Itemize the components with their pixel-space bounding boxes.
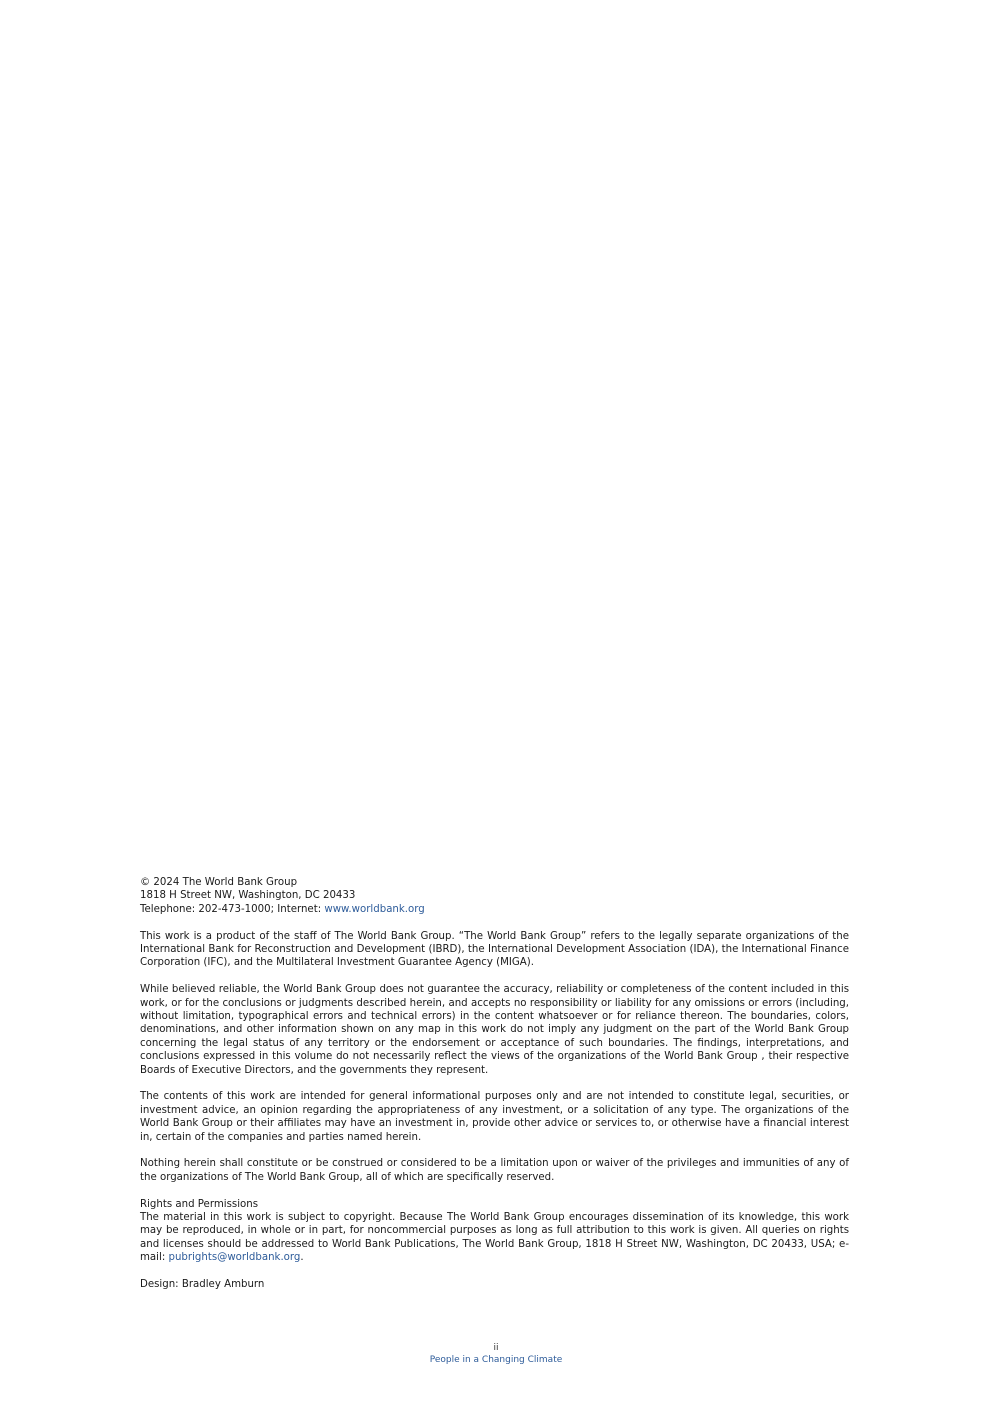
rights-body: The material in this work is subject to copyright. Because The World Bank Group encourages dissemination of its knowledge, this work may be reproduced, in whole or in part, for noncommercial purposes as long as full attribution to this work is given. All queries on rights and licenses should be addressed to World Bank Publications, The World Bank Group, 1818 H Street NW, Washington, DC 20433, USA; e-mail: [140, 1212, 849, 1264]
rights-trailing: . [300, 1252, 304, 1264]
copyright-line: © 2024 The World Bank Group [140, 877, 298, 888]
rights-paragraph [140, 1211, 849, 1265]
disclaimer-paragraph: While believed reliable, the World Bank Group does not guarantee the accuracy, reliability or completeness of the content included in this work, or for the conclusions or judgments described herein, and accepts no responsibility or liability for any omissions or errors (including, without limitation, typographical errors and technical errors) in the content whatsoever or for reliance thereon. The boundaries, colors, denominations, and other information shown on any map in this work do not imply any judgment on the part of the World Bank Group concerning the legal status of any territory or the endorsement or acceptance of such boundaries. The findings, interpretations, and conclusions expressed in this volume do not necessarily reflect the views of the organizations of the World Bank Group , their respective Boards of Executive Directors, and the governments they represent. [140, 984, 849, 1076]
spacer [140, 1077, 849, 1090]
spacer [140, 1184, 849, 1197]
organization-paragraph: This work is a product of the staff of The World Bank Group. “The World Bank Group” refers to the legally separate organizations of the International Bank for Reconstruction and Development (IBRD), the International Development Association (IDA), the International Finance Corporation (IFC), and the Multilateral Investment Guarantee Agency (MIGA). [140, 930, 849, 969]
spacer [140, 1144, 849, 1157]
spacer [140, 1265, 849, 1278]
telephone-text: Telephone: 202-473-1000; Internet: [140, 903, 325, 915]
rights-heading: Rights and Permissions [140, 1198, 259, 1210]
spacer [140, 970, 849, 983]
running-title: People in a Changing Climate [429, 1355, 563, 1365]
spacer [140, 916, 849, 929]
contact-line [140, 903, 849, 916]
design-credit: Design: Bradley Amburn [140, 1279, 265, 1291]
website-link[interactable]: www.worldbank.org [324, 903, 425, 915]
copyright-page-content [140, 876, 849, 1292]
informational-purposes-paragraph: The contents of this work are intended for general informational purposes only and are not intended to constitute legal, securities, or investment advice, an opinion regarding the appropriateness of any investment, or a solicitation of any type. The organizations of the World Bank Group or their affiliates may have an investment in, provide other advice or services to, or otherwise have a financial interest in, certain of the companies and parties named herein. [140, 1091, 849, 1143]
page-number: ii [493, 1343, 499, 1353]
street-address: 1818 H Street NW, Washington, DC 20433 [140, 890, 356, 902]
privileges-paragraph: Nothing herein shall constitute or be construed or considered to be a limitation upon or waiver of the privileges and immunities of any of the organizations of The World Bank Group, all of which are specifically reserved. [140, 1158, 849, 1183]
rights-email-link[interactable]: pubrights@worldbank.org [168, 1252, 301, 1264]
